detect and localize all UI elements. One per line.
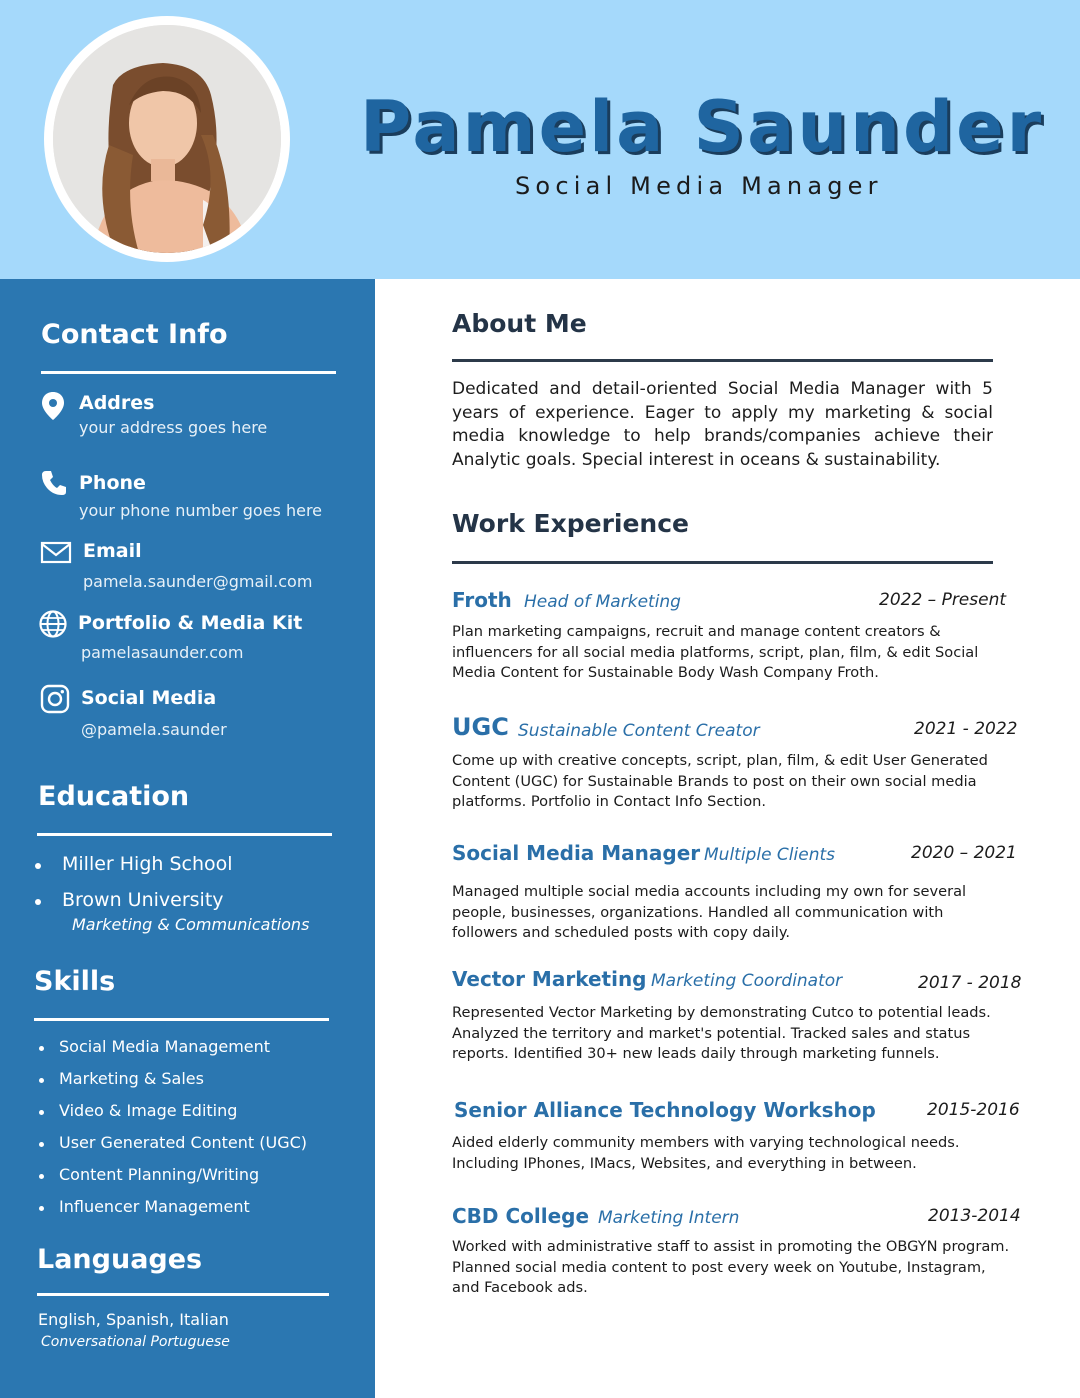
education-detail: Marketing & Communications [72,915,310,934]
profile-photo [53,25,281,253]
sidebar [0,279,375,1398]
resume-header [0,0,1080,279]
job-company: CBD College [452,1204,590,1228]
job-dates: 2021 - 2022 [914,719,1018,739]
education-school: Brown University [62,889,224,911]
bullet [39,1142,44,1147]
job-title: Sustainable Content Creator [518,721,760,741]
phone-icon [40,469,70,499]
job-company: Social Media Manager [452,841,701,865]
bullet [39,1206,44,1211]
contact-value-portfolio[interactable]: pamelasaunder.com [81,643,244,662]
skill-item: Content Planning/Writing [59,1165,260,1184]
bullet [39,1078,44,1083]
job-description: Come up with creative concepts, script, plan, film, & edit User Generated Content (UGC) for Sustainable Brands to post on their own social media platforms. Portfolio in Contact Info Section. [452,752,988,810]
job-description: Aided elderly community members with varying technological needs. Including IPhones, IMacs, Websites, and everything in between. [452,1134,960,1172]
skill-item: Marketing & Sales [59,1069,204,1088]
contact-label-phone: Phone [79,472,146,494]
globe-icon [38,609,68,639]
contact-label-social: Social Media [81,687,217,709]
education-divider [37,833,332,836]
resume-name: Pamela Saunder [360,86,1045,168]
bullet [35,899,41,905]
bullet [39,1046,44,1051]
contact-label-email: Email [83,540,142,562]
job-dates: 2022 – Present [879,590,1007,610]
skill-item: User Generated Content (UGC) [59,1133,308,1152]
resume-role: Social Media Manager [515,172,883,200]
bullet [39,1174,44,1179]
work-heading: Work Experience [452,509,689,538]
job-dates: 2017 - 2018 [918,973,1022,993]
contact-value-email[interactable]: pamela.saunder@gmail.com [83,572,313,591]
job-company: UGC [452,713,509,741]
job-company: Senior Alliance Technology Workshop [454,1098,876,1122]
job-company: Froth [452,588,512,612]
work-divider [452,561,993,564]
languages-secondary: Conversational Portuguese [41,1334,230,1350]
job-entry [452,831,1022,871]
contact-label-portfolio: Portfolio & Media Kit [78,612,303,634]
job-dates: 2015-2016 [927,1100,1020,1120]
contact-value-address: your address goes here [79,418,268,437]
job-description: Managed multiple social media accounts including my own for several people, businesses, organizations. Handled all communication with followers and scheduled posts with copy daily. [452,883,967,941]
profile-photo-illustration [53,25,281,253]
job-dates: 2020 – 2021 [911,843,1017,863]
map-pin-icon [40,391,70,421]
job-title: Marketing Intern [598,1208,740,1228]
languages-divider [37,1293,329,1296]
job-company: Vector Marketing [452,967,647,991]
languages-heading: Languages [37,1244,203,1275]
contact-heading: Contact Info [41,319,228,350]
bullet [39,1110,44,1115]
profile-photo-frame [44,16,290,262]
languages-primary: English, Spanish, Italian [38,1310,229,1329]
job-description: Worked with administrative staff to assist in promoting the OBGYN program. Planned social media content to post every week on Youtube, Instagram, and Facebook ads. [452,1238,1010,1296]
skill-item: Influencer Management [59,1197,250,1216]
job-entry [452,578,1022,618]
skills-divider [34,1018,329,1021]
contact-label-address: Addres [79,392,155,414]
job-description: Plan marketing campaigns, recruit and manage content creators & influencers for all social media platforms, script, plan, film, & edit Social Media Content for Sustainable Body Wash Company Froth. [452,623,979,681]
job-entry [452,707,1022,747]
contact-divider [41,371,336,374]
job-entry [452,1088,1022,1128]
skill-item: Social Media Management [59,1037,271,1056]
mail-icon [40,539,72,569]
skill-item: Video & Image Editing [59,1101,238,1120]
contact-value-social[interactable]: @pamela.saunder [81,720,227,739]
job-description: Represented Vector Marketing by demonstrating Cutco to potential leads. Analyzed the territory and market's potential. Tracked sales and status reports. Identified 30+ new leads daily through marketing funnels. [452,1004,991,1062]
job-entry [452,1194,1022,1234]
contact-value-phone: your phone number goes here [79,501,323,520]
education-heading: Education [38,781,190,812]
instagram-icon [40,684,70,714]
about-text: Dedicated and detail-oriented Social Media Manager with 5 years of experience. Eager to apply my marketing & social media knowledge to help brands/companies achieve their Analytic goals. Special interest in oceans & sustainability. [452,379,993,470]
about-divider [452,359,993,362]
job-dates: 2013-2014 [928,1206,1021,1226]
bullet [35,863,41,869]
job-title: Marketing Coordinator [651,971,843,991]
education-school: Miller High School [62,853,233,875]
job-entry [452,957,1022,997]
about-heading: About Me [452,309,587,338]
job-title: Multiple Clients [704,845,836,865]
job-title: Head of Marketing [524,592,681,612]
skills-heading: Skills [34,966,116,997]
